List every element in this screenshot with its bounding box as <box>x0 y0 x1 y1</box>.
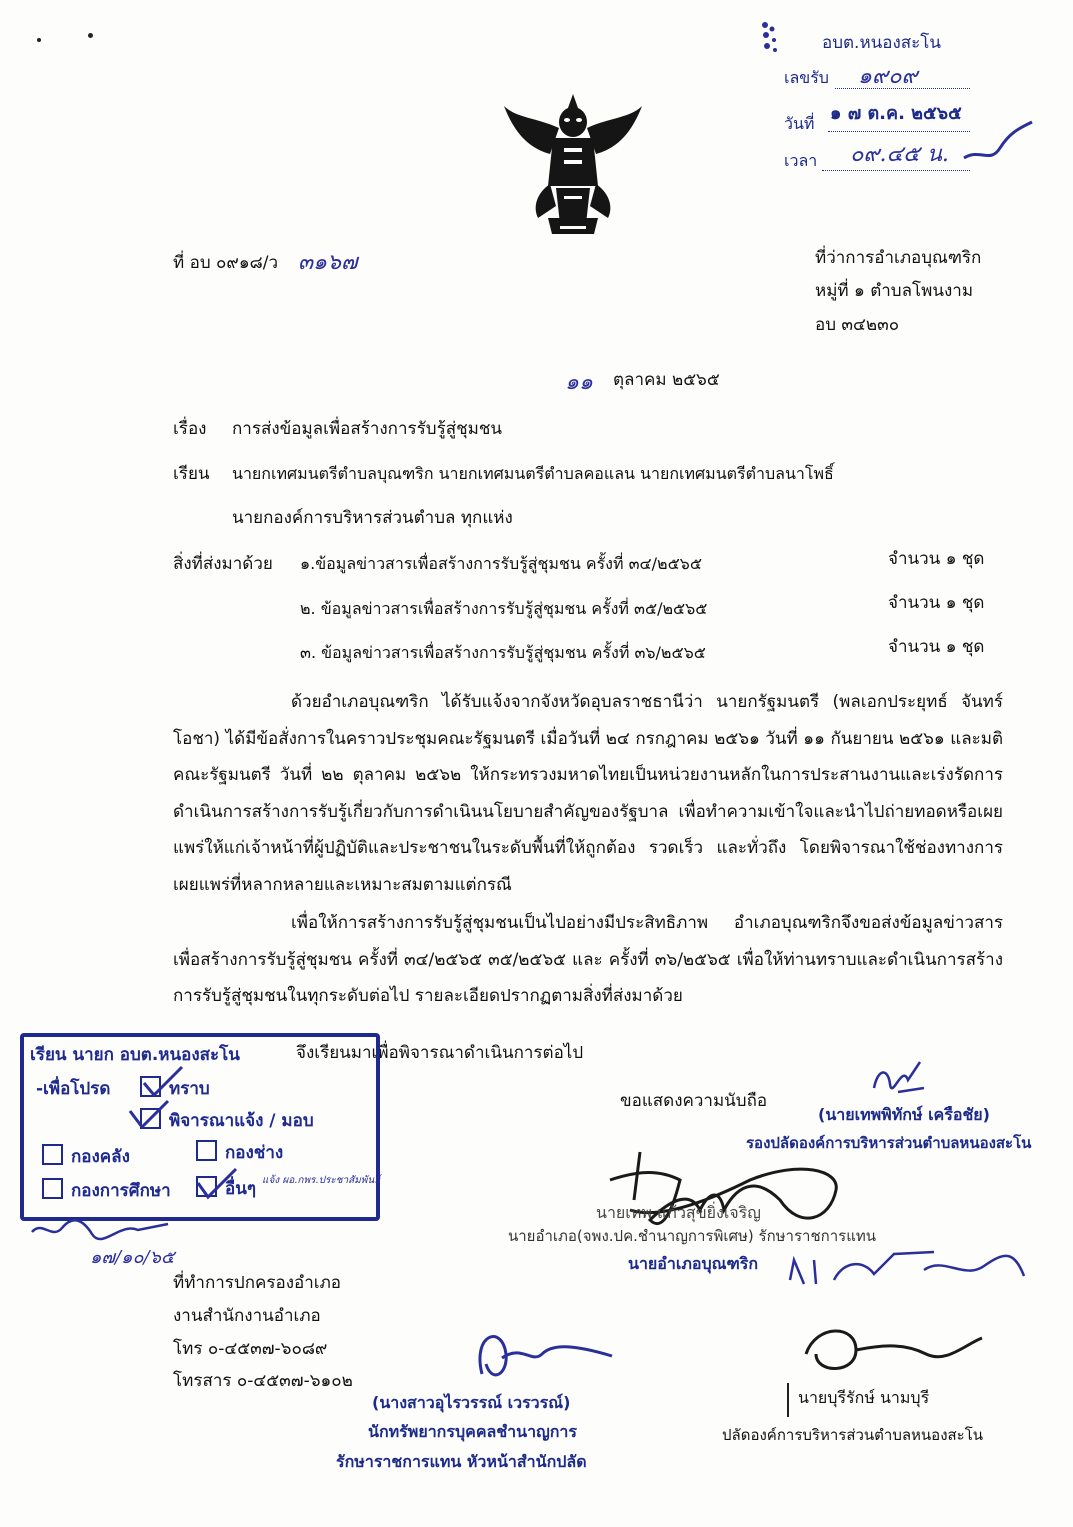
chief-signature <box>786 1314 986 1384</box>
sender-address-line1: ที่ว่าการอำเภอบุณฑริก <box>815 248 982 268</box>
option-works: กองช่าง <box>196 1139 283 1166</box>
closing-text: ขอแสดงความนับถือ <box>620 1091 768 1111</box>
subject-label: เรื่อง <box>173 419 207 439</box>
date-day: ๑๑ <box>565 370 593 395</box>
option-acknowledge: ทราบ <box>140 1075 210 1102</box>
hr-officer-title1: นักทรัพยากรบุคคลชำนาญการ <box>368 1422 577 1441</box>
enclosures-label: สิ่งที่ส่งมาด้วย <box>173 554 273 574</box>
subject-text: การส่งข้อมูลเพื่อสร้างการรับรู้สู่ชุมชน <box>232 419 502 439</box>
enclosure-item: ๓. ข้อมูลข่าวสารเพื่อสร้างการรับรู้สู่ชุมชน ครั้งที่ ๓๖/๒๕๖๕ <box>300 643 706 662</box>
chief-bracket <box>787 1383 789 1417</box>
option-consider: พิจารณาแจ้ง / มอบ <box>140 1107 314 1134</box>
body-paragraph-3: จึงเรียนมาเพื่อพิจารณาดำเนินการต่อไป <box>296 1043 584 1063</box>
stamp-ink-blot-icon <box>760 20 782 54</box>
chief-title: ปลัดองค์การบริหารส่วนตำบลหนองสะโน <box>722 1426 984 1444</box>
main-signer-title: นายอำเภอ(จพง.ปค.ชำนาญการพิเศษ) รักษาราชการแทน <box>508 1227 877 1245</box>
garuda-emblem-icon <box>498 88 648 238</box>
office-fax: โทรสาร ๐-๔๕๓๗-๖๑๐๒ <box>173 1371 353 1391</box>
vice-chief-name: (นายเทพพิทักษ์ เครือชัย) <box>818 1105 990 1124</box>
enclosure-qty: จำนวน ๑ ชุด <box>888 593 985 613</box>
scan-speck <box>37 38 41 42</box>
body-paragraph-2: เพื่อให้การสร้างการรับรู้สู่ชุมชนเป็นไปอย่างมีประสิทธิภาพ อำเภอบุณฑริกจึงขอส่งข้อมูลข่าวสารเพื่อสร้างการรับรู้สู่ชุมชน ครั้งที่ ๓๔/๒๕๖๕ ๓๕/๒๕๖๕ และ ครั้งที่ ๓๖/๒๕๖๕ เพื่อให้ท่านทราบและดำเนินการสร้างการรับรู้สู่ชุมชนในทุกระดับต่อไป รายละเอียดปรากฏตามสิ่งที่ส่งมาด้วย <box>173 913 1003 1006</box>
works-checkbox <box>196 1140 217 1161</box>
receipt-date-line <box>828 131 970 132</box>
sender-address-line2: หมู่ที่ ๑ ตำบลโพนงาม <box>815 281 974 301</box>
receipt-time-label: เวลา <box>784 151 818 170</box>
to-line1: นายกเทศมนตรีตำบลบุณฑริก นายกเทศมนตรีตำบลคอแลน นายกเทศมนตรีตำบลนาโพธิ์ <box>232 464 834 483</box>
routing-header: เรียน นายก อบต.หนองสะโน <box>30 1045 240 1065</box>
enclosure-item: ๒. ข้อมูลข่าวสารเพื่อสร้างการรับรู้สู่ชุมชน ครั้งที่ ๓๕/๒๕๖๕ <box>300 599 708 618</box>
sender-address-line3: อบ ๓๔๒๓๐ <box>815 315 900 335</box>
to-line2: นายกองค์การบริหารส่วนตำบล ทุกแห่ง <box>232 508 513 528</box>
receipt-date-value: ๑ ๗ ต.ค. ๒๕๖๕ <box>830 103 962 124</box>
receipt-date-label: วันที่ <box>784 114 815 133</box>
main-signer-name: นายเทพ แก้วสุขยิ่งเจริญ <box>596 1203 761 1222</box>
check-mark-icon <box>196 1167 240 1201</box>
routing-for-label: -เพื่อโปรด <box>36 1079 111 1099</box>
reference-label: ที่ อบ ๐๙๑๘/ว <box>173 253 279 273</box>
reference-number: ๓๑๖๗ <box>298 250 358 275</box>
check-mark-icon <box>128 1097 172 1131</box>
chief-name: นายบุรีรักษ์ นามบุรี <box>798 1388 930 1407</box>
receipt-time-value: ๐๙.๔๕ น. <box>850 142 949 167</box>
enclosure-qty: จำนวน ๑ ชุด <box>888 549 985 569</box>
scan-speck <box>88 33 93 38</box>
date-month-year: ตุลาคม ๒๕๖๕ <box>613 370 720 390</box>
vice-chief-signature <box>868 1058 928 1102</box>
office-tel: โทร ๐-๔๕๓๗-๖๐๘๙ <box>173 1339 328 1359</box>
option-other: อื่นๆ <box>196 1175 256 1202</box>
receive-no-label: เลขรับ <box>784 68 829 87</box>
finance-checkbox <box>42 1144 63 1165</box>
enclosure-item: ๑.ข้อมูลข่าวสารเพื่อสร้างการรับรู้สู่ชุมชน ครั้งที่ ๓๔/๒๕๖๕ <box>300 554 702 573</box>
other-note: แจ้ง ผอ.กพร.ประชาสัมพันธ์ <box>262 1175 381 1186</box>
hr-officer-signature <box>462 1314 622 1394</box>
hr-officer-title2: รักษาราชการแทน หัวหน้าสำนักปลัด <box>336 1452 587 1471</box>
routing-date: ๑๗/๑๐/๖๕ <box>90 1247 175 1268</box>
office-line1: ที่ทำการปกครองอำเภอ <box>173 1273 342 1293</box>
office-line2: งานสำนักงานอำเภอ <box>173 1306 321 1326</box>
second-scribble <box>784 1240 1034 1300</box>
enclosure-qty: จำนวน ๑ ชุด <box>888 637 985 657</box>
vice-chief-title: รองปลัดองค์การบริหารส่วนตำบลหนองสะโน <box>746 1134 1032 1152</box>
check-mark-icon <box>142 1065 186 1099</box>
body-paragraph-1: ด้วยอำเภอบุณฑริก ได้รับแจ้งจากจังหวัดอุบลราชธานีว่า นายกรัฐมนตรี (พลเอกประยุทธ์ จันทร์โอชา) ได้มีข้อสั่งการในคราวประชุมคณะรัฐมนตรี เมื่อวันที่ ๒๔ กรกฎาคม ๒๕๖๑ วันที่ ๑๑ กันยายน ๒๕๖๑ และมติคณะรัฐมนตรี วันที่ ๒๒ ตุลาคม ๒๕๖๒ ให้กระทรวงมหาดไทยเป็นหน่วยงานหลักในการประสานงานและเร่งรัดการดำเนินการสร้างการรับรู้เกี่ยวกับการดำเนินนโยบายสำคัญของรัฐบาล เพื่อทำความเข้าใจและนำไปถ่ายทอดหรือเผยแพร่ให้แก่เจ้าหน้าที่ผู้ปฏิบัติและประชาชนในระดับพื้นที่ให้ถูกต้อง รวดเร็ว และทั่วถึง โดยพิจารณาใช้ช่องทางการเผยแพร่ที่หลากหลายและเหมาะสมตามแต่กรณี <box>173 692 1003 895</box>
option-finance: กองคลัง <box>42 1143 130 1170</box>
receipt-initial-scribble <box>960 118 1040 168</box>
routing-signature <box>28 1210 178 1246</box>
option-education: กองการศึกษา <box>42 1177 171 1204</box>
to-label: เรียน <box>173 464 210 484</box>
receipt-org: อบต.หนองสะโน <box>822 33 942 53</box>
hr-officer-name: (นางสาวอุไรวรรณ์ เวรวรณ์) <box>372 1393 571 1412</box>
routing-stamp <box>20 1033 380 1221</box>
receive-no-value: ๑๙๐๙ <box>858 64 918 89</box>
main-signer-title2: นายอำเภอบุณฑริก <box>628 1254 759 1273</box>
education-checkbox <box>42 1178 63 1199</box>
